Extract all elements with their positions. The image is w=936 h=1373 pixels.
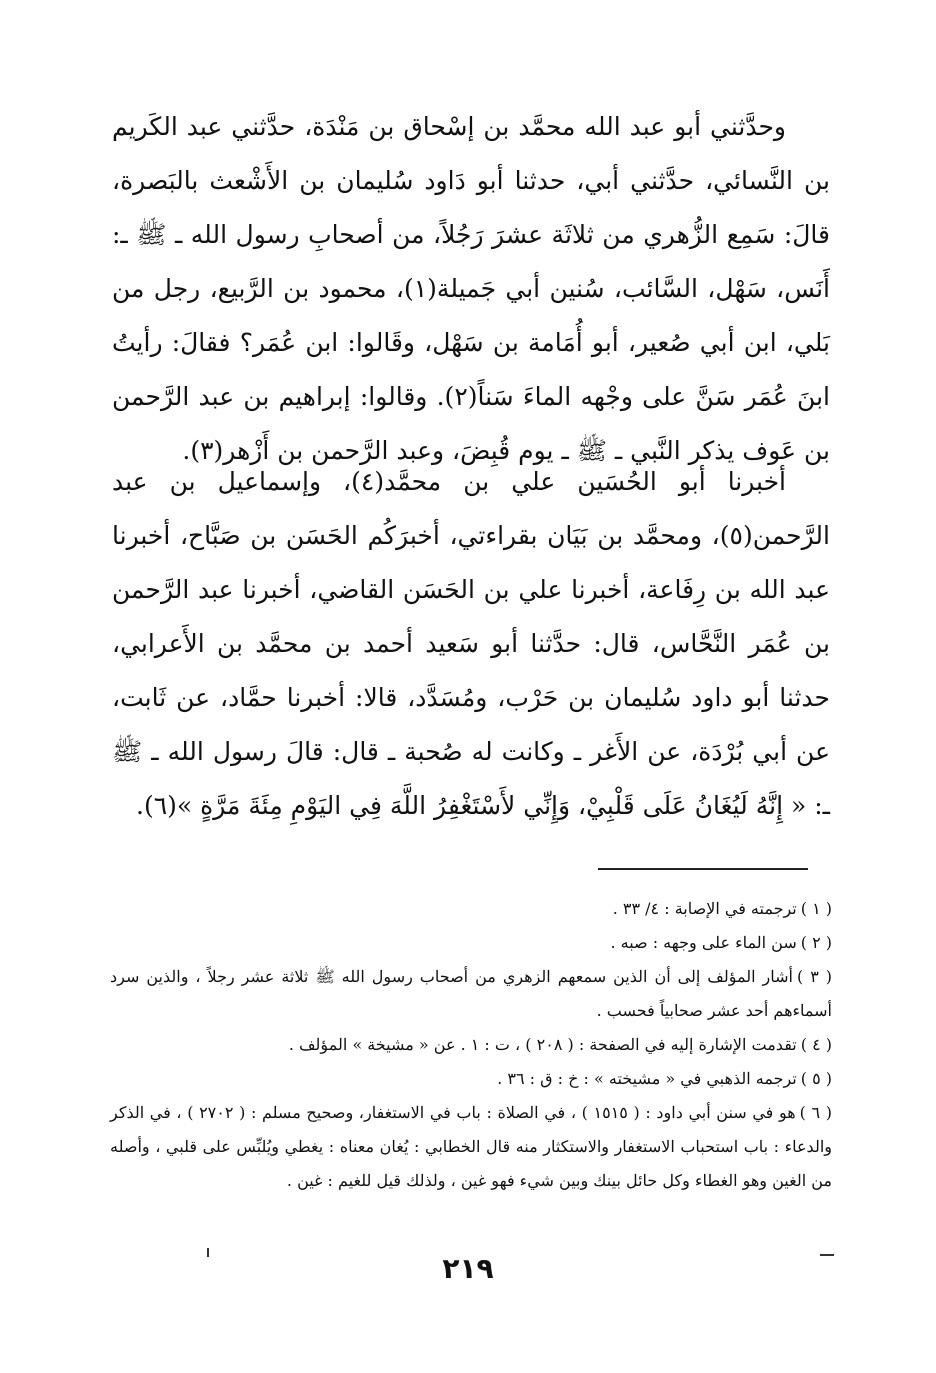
footnote-1 (110, 892, 832, 926)
footnote-6 (110, 1096, 832, 1198)
footnote-number: ( ٣ ) (796, 967, 833, 986)
footnote-number: ( ٥ ) (800, 1069, 832, 1088)
body-paragraph-1 (112, 100, 830, 478)
paragraph-text: أخبرنا أبو الحُسَين علي بن محمَّد(٤)، وإسماعيل بن عبد الرَّحمن(٥)، ومحمَّد بن بَيَان بقراءتي، أخبرَكُم الحَسَن بن صَبَّاح، أخبرنا عبد الله بن رِفَاعة، أخبرنا علي بن الحَسَن القاضي، أخبرنا عبد الرَّحمن بن عُمَر النَّحَّاس، قال: حدَّثنا أبو سَعيد أحمد بن محمَّد بن الأَعرابي، حدثنا أبو داود سُليمان بن حَرْب، ومُسَدَّد، قالا: أخبرنا حمَّاد، عن ثَابت، عن أبي بُرْدَة، عن الأَغر ـ وكانت له صُحبة ـ قال: قالَ رسول الله ـ ﷺ ـ: « إِنَّهُ لَيُغَانُ عَلَى قَلْبِيْ، وَإِنِّي لأَسْتَغْفِرُ اللَّهَ فِي اليَوْمِ مِئَةَ مَرَّةٍ »(٦). (112, 467, 830, 820)
footnote-2 (110, 926, 832, 960)
body-paragraph-2 (112, 455, 830, 833)
footnote-number: ( ٦ ) (799, 1103, 833, 1122)
footnote-text: أشار المؤلف إلى أن الذين سمعهم الزهري من أصحاب رسول الله ﷺ ثلاثة عشر رجلاً ، والذين سرد أسماءهم أحد عشر صحابياً فحسب . (110, 967, 832, 1020)
footnote-text: سن الماء على وجهه : صبه . (610, 933, 797, 952)
footnote-5 (110, 1062, 832, 1096)
footnote-number: ( ١ ) (800, 899, 832, 918)
footnote-divider (598, 868, 808, 870)
footnote-text: هو في سنن أبي داود : ( ١٥١٥ ) ، في الصلاة : باب في الاستغفار، وصحيح مسلم : ( ٢٧٠٢ ) ، في الذكر والدعاء : باب استحباب الاستغفار والاستكثار منه قال الخطابي : يُغان معناه : يغطي ويُلبِّس على قلبي ، وأصله من الغين وهو الغطاء وكل حائل بينك وبين شيء فهو غين ، ولذلك قيل للغيم : غين . (110, 1103, 832, 1190)
footnotes (110, 892, 832, 1198)
footnote-text: ترجمته في الإصابة : ٤/ ٣٣ . (612, 899, 797, 918)
page-number: ٢١٩ (442, 1252, 494, 1285)
paragraph-text: وحدَّثني أبو عبد الله محمَّد بن إسْحاق بن مَنْدَة، حدَّثني عبد الكَريم بن النَّسائي، حدَّثني أبي، حدثنا أبو دَاود سُليمان بن الأَشْعث بالبَصرة، قالَ: سَمِع الزُّهري من ثلاثَة عشرَ رَجُلاً، من أصحابِ رسول الله ـ ﷺ ـ: أَنَس، سَهْل، السَّائب، سُنين أبي جَميلة(١)، محمود بن الرَّبيع، رجل من بَلي، ابن أبي صُعير، أبو أُمَامة بن سَهْل، وقَالوا: ابن عُمَر؟ فقالَ: رأيتُ ابنَ عُمَر سَنَّ على وجْهه الماءَ سَناً(٢). وقالوا: إبراهيم بن عبد الرَّحمن بن عَوف يذكر النَّبي ـ ﷺ ـ يوم قُبِضَ، وعبد الرَّحمن بن أَزْهر(٣). (112, 112, 830, 465)
footnote-text: تقدمت الإشارة إليه في الصفحة : ( ٢٠٨ ) ، ت : ١ . عن « مشيخة » المؤلف . (288, 1035, 797, 1054)
footnote-text: ترجمه الذهبي في « مشيخته » : خ : ق : ٣٦ . (497, 1069, 797, 1088)
footnote-4 (110, 1028, 832, 1062)
footnote-3 (110, 960, 832, 1028)
scan-mark (207, 1248, 209, 1257)
footnote-number: ( ٢ ) (800, 933, 832, 952)
footnote-number: ( ٤ ) (800, 1035, 832, 1054)
scan-mark (820, 1254, 834, 1256)
